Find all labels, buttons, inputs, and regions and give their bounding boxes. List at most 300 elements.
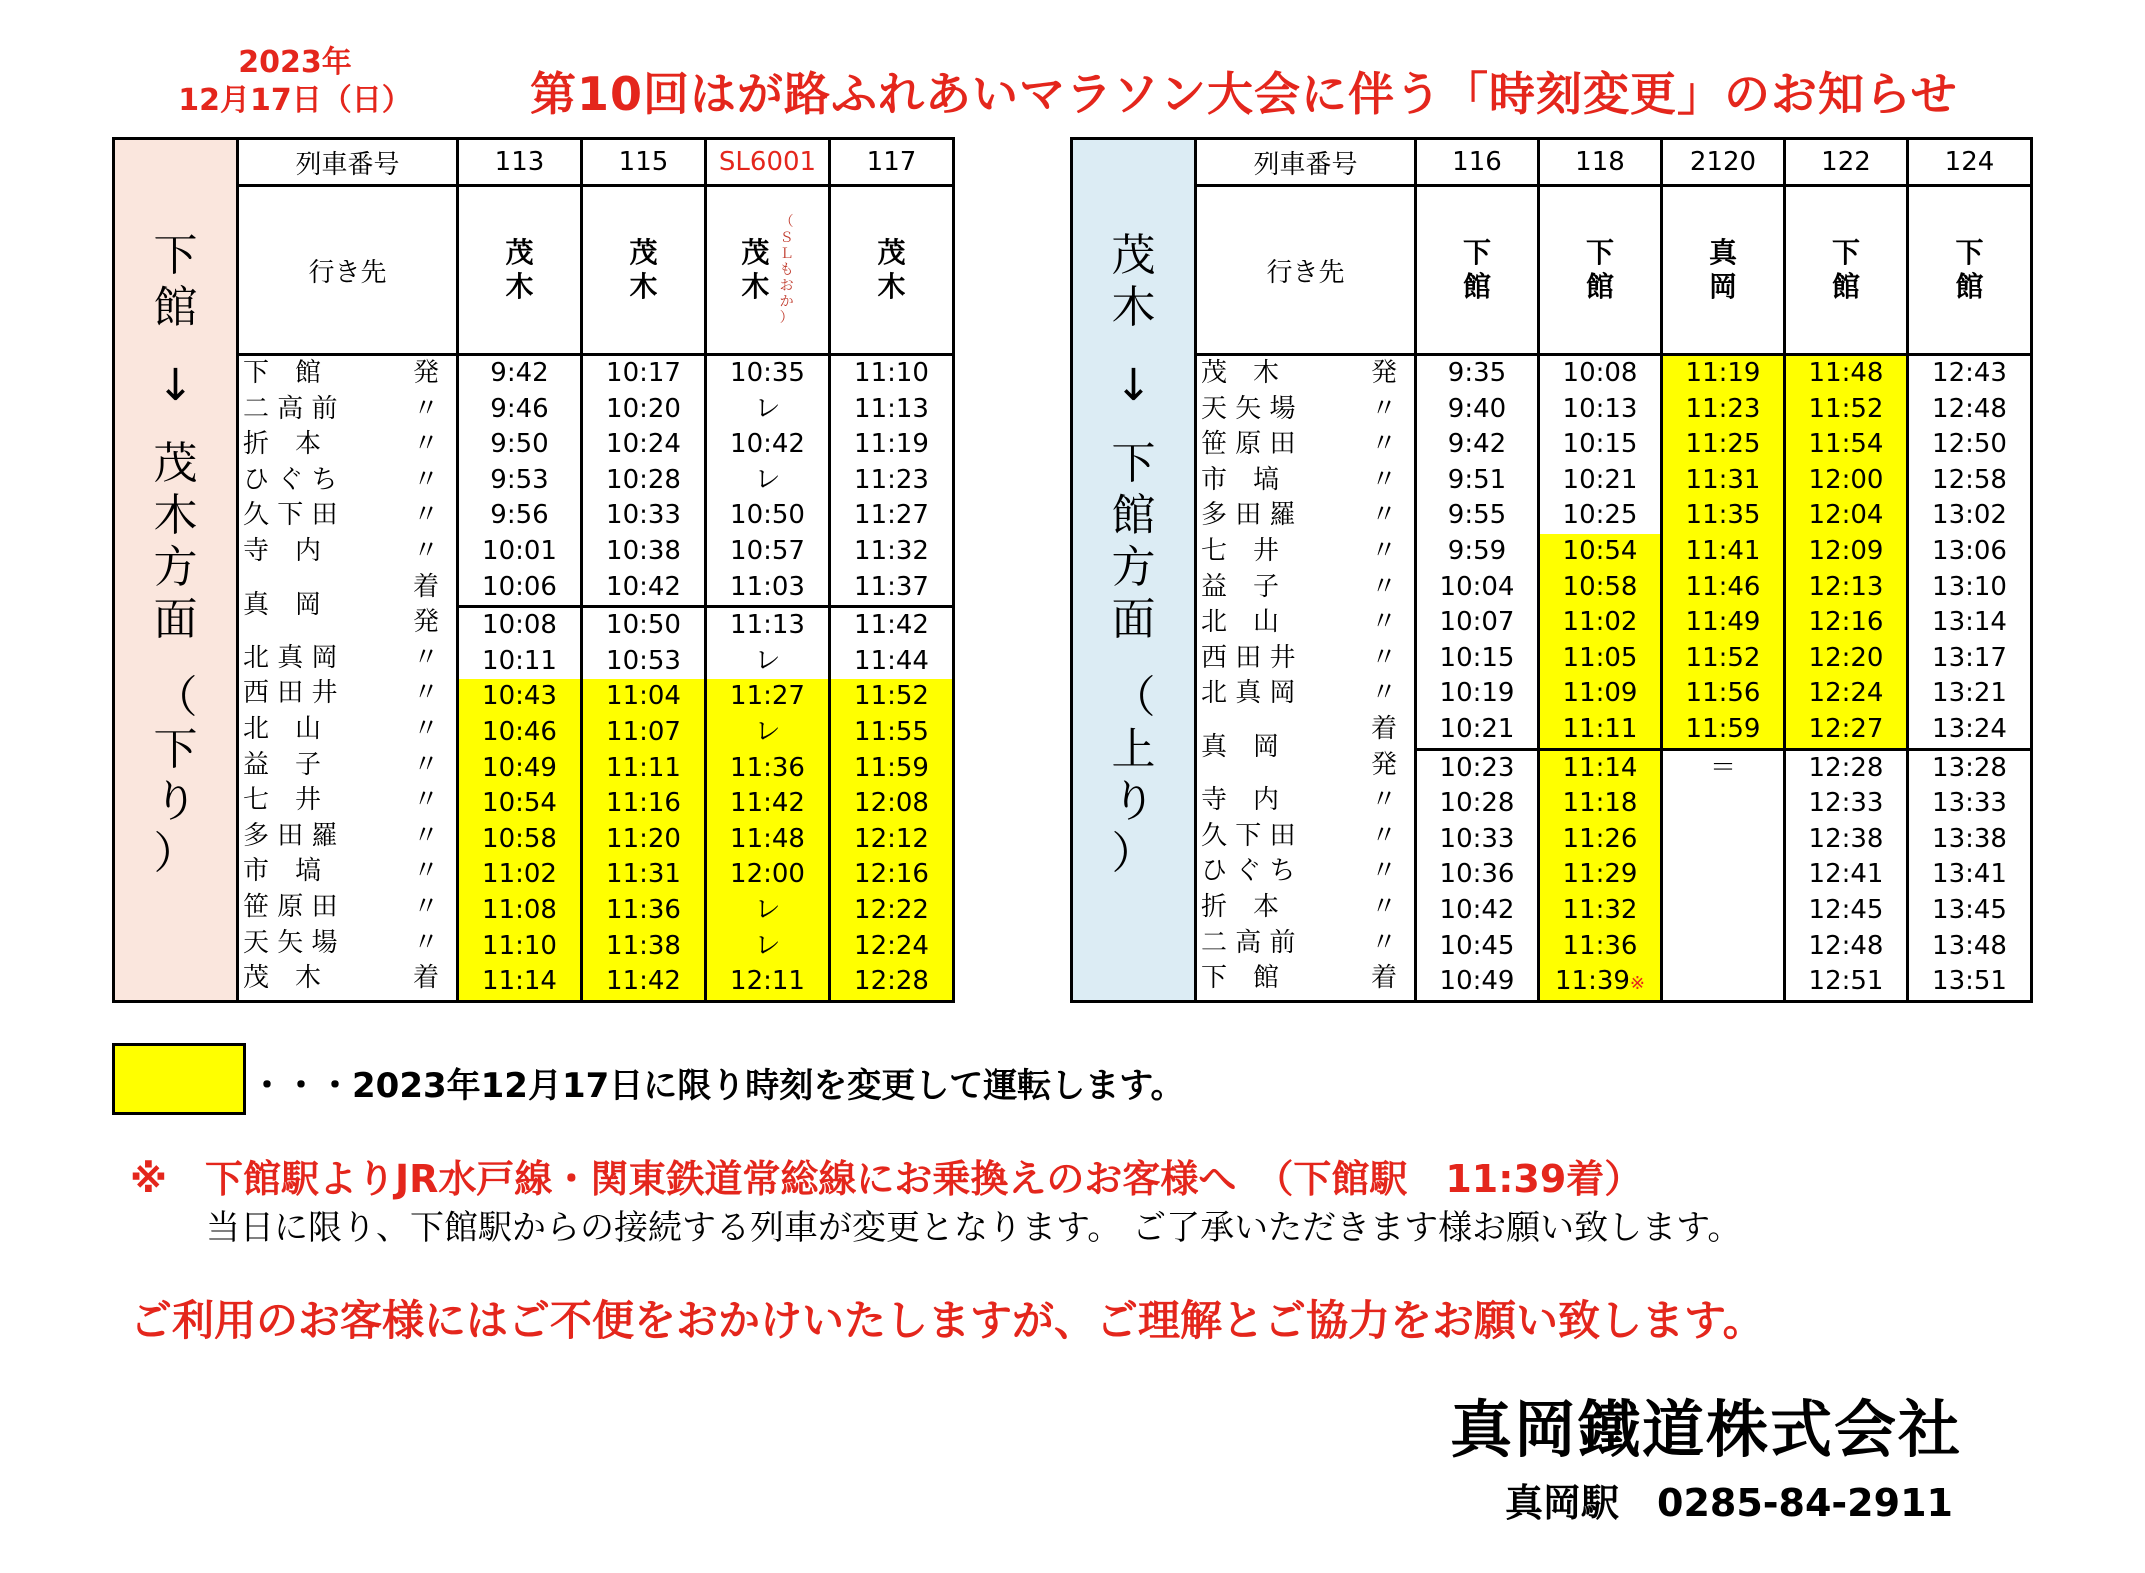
station-mark: 〃 xyxy=(412,642,439,673)
station-row xyxy=(239,534,456,570)
time-cell xyxy=(1417,748,1537,787)
time-cell xyxy=(1417,392,1537,428)
time-value: 10:58 xyxy=(482,823,557,854)
time-value: 11:04 xyxy=(606,681,681,712)
station-mark: 〃 xyxy=(1370,927,1397,958)
station-mark: 着 xyxy=(1370,713,1397,744)
time-value: 10:13 xyxy=(1562,393,1638,424)
time-value: 11:14 xyxy=(1562,752,1638,783)
company-phone: 真岡駅 0285-84-2911 xyxy=(1505,1481,1953,1525)
time-cell xyxy=(1909,712,2030,748)
time-cell xyxy=(831,751,952,787)
apology-message: ご利用のお客様にはご不便をおかけいたしますが、ご理解とご協力をお願い致します。 xyxy=(130,1296,1765,1345)
station-mark: 〃 xyxy=(1370,464,1397,495)
time-cell xyxy=(459,605,580,644)
time-cell xyxy=(459,786,580,822)
station-name: 天 矢 場 xyxy=(1201,393,1296,424)
time-value: 11:59 xyxy=(1685,713,1761,744)
station-row xyxy=(239,498,456,534)
station-row xyxy=(1197,854,1414,890)
time-cell xyxy=(707,857,828,893)
station-mark: 〃 xyxy=(1370,571,1397,602)
times-train-116 xyxy=(1416,355,1539,1002)
time-cell xyxy=(1786,534,1906,570)
time-cell xyxy=(831,605,952,644)
time-value: 10:01 xyxy=(482,535,557,566)
time-value: 12:11 xyxy=(730,966,805,997)
time-value: 9:42 xyxy=(490,358,549,388)
station-name: 真 岡 xyxy=(1201,731,1280,762)
time-cell xyxy=(1663,498,1783,534)
time-value: 13:02 xyxy=(1932,500,2007,531)
destination: 茂 木 xyxy=(582,186,706,355)
station-row xyxy=(239,783,456,819)
time-value: 10:54 xyxy=(1562,535,1638,566)
station-mark: 〃 xyxy=(412,785,439,816)
time-cell xyxy=(1663,712,1783,748)
station-name: ひ ぐ ち xyxy=(243,464,338,495)
time-cell xyxy=(583,822,704,858)
station-row xyxy=(1197,498,1414,534)
time-cell xyxy=(1417,498,1537,534)
time-cell xyxy=(1786,857,1906,893)
time-cell xyxy=(831,356,952,392)
time-value: 10:49 xyxy=(482,752,557,783)
time-value: 10:42 xyxy=(606,571,681,602)
time-cell xyxy=(831,893,952,929)
time-cell xyxy=(707,929,828,965)
station-row xyxy=(239,641,456,677)
time-cell xyxy=(1663,786,1783,822)
notice-date xyxy=(170,44,420,120)
station-row xyxy=(239,748,456,784)
time-value: 12:41 xyxy=(1808,859,1884,890)
time-value: 12:33 xyxy=(1808,788,1884,819)
time-value: 11:05 xyxy=(1562,642,1638,673)
time-cell xyxy=(707,427,828,463)
time-value: 13:06 xyxy=(1932,535,2007,566)
station-name: 市 塙 xyxy=(1201,464,1280,495)
time-value: 10:53 xyxy=(606,645,681,676)
station-row xyxy=(1197,534,1414,570)
time-value: 10:57 xyxy=(730,535,805,566)
time-value: 11:23 xyxy=(854,464,929,495)
time-cell xyxy=(1909,893,2030,929)
time-value: 10:28 xyxy=(606,464,681,495)
time-cell xyxy=(1540,676,1660,712)
station-name: 多 田 羅 xyxy=(243,820,338,851)
time-cell xyxy=(459,498,580,534)
time-value: 11:11 xyxy=(606,752,681,783)
times-train-sl6001 xyxy=(706,355,830,1002)
times-train-2120 xyxy=(1662,355,1785,1002)
times-train-122 xyxy=(1785,355,1908,1002)
station-row xyxy=(1197,819,1414,855)
time-cell xyxy=(583,644,704,680)
destination: 下 館 xyxy=(1416,186,1539,355)
time-value: 12:00 xyxy=(730,859,805,890)
time-value: 10:36 xyxy=(1439,859,1515,890)
time-cell xyxy=(459,392,580,428)
time-cell xyxy=(1909,964,2030,1000)
time-value: 10:11 xyxy=(482,645,557,676)
time-cell xyxy=(1909,857,2030,893)
station-row xyxy=(239,356,456,392)
time-value: 11:16 xyxy=(606,788,681,819)
time-value: 11:10 xyxy=(482,930,557,961)
time-cell xyxy=(1786,498,1906,534)
time-cell xyxy=(583,751,704,787)
station-row xyxy=(1197,463,1414,499)
time-cell xyxy=(707,644,828,680)
time-value: 11:55 xyxy=(854,716,929,747)
time-value: 9:50 xyxy=(490,429,549,460)
time-value: 12:45 xyxy=(1808,894,1884,925)
note-mark: ※ xyxy=(1629,973,1646,995)
time-cell xyxy=(1417,356,1537,392)
time-cell xyxy=(1786,463,1906,499)
time-cell xyxy=(1786,748,1906,787)
station-row xyxy=(239,463,456,499)
destination-label: 行き先 xyxy=(1196,186,1416,355)
time-value: 11:39 xyxy=(1554,966,1630,997)
time-value: 10:42 xyxy=(1439,894,1515,925)
station-name: 下 館 xyxy=(243,358,322,388)
time-value: 9:51 xyxy=(1447,464,1507,495)
time-cell xyxy=(1663,822,1783,858)
time-value: 11:27 xyxy=(854,500,929,531)
station-row xyxy=(1197,641,1414,677)
time-value: 11:32 xyxy=(1562,894,1638,925)
time-cell xyxy=(1663,857,1783,893)
time-value: 11:52 xyxy=(854,681,929,712)
time-cell xyxy=(1909,570,2030,606)
train-number: 117 xyxy=(830,139,954,186)
time-cell xyxy=(1909,392,2030,428)
station-name: 笹 原 田 xyxy=(1201,429,1296,460)
time-value: 11:25 xyxy=(1685,429,1761,460)
time-value: 12:28 xyxy=(1808,752,1884,783)
times-train-117 xyxy=(830,355,954,1002)
station-name: 久 下 田 xyxy=(243,500,338,531)
time-value: 12:09 xyxy=(1808,535,1884,566)
station-name: 天 矢 場 xyxy=(243,927,338,958)
time-value: 12:13 xyxy=(1808,571,1884,602)
time-cell xyxy=(1786,964,1906,1000)
time-value: 11:52 xyxy=(1808,393,1884,424)
time-cell xyxy=(583,929,704,965)
station-name: ひ ぐ ち xyxy=(1201,856,1296,887)
time-cell xyxy=(459,893,580,929)
time-cell xyxy=(1909,822,2030,858)
time-cell xyxy=(1663,929,1783,965)
time-value: 12:43 xyxy=(1932,358,2007,388)
time-cell xyxy=(707,786,828,822)
time-value: 12:48 xyxy=(1932,393,2007,424)
time-cell xyxy=(1663,748,1783,787)
time-value: レ xyxy=(754,645,781,676)
time-value: 9:42 xyxy=(1447,429,1507,460)
train-number: 115 xyxy=(582,139,706,186)
station-row xyxy=(239,890,456,926)
time-cell xyxy=(831,570,952,606)
time-value: 10:15 xyxy=(1439,642,1515,673)
station-mark: 〃 xyxy=(412,393,439,424)
station-row xyxy=(1197,570,1414,606)
time-value: 11:19 xyxy=(1685,358,1761,388)
time-cell xyxy=(1909,929,2030,965)
station-mark: 〃 xyxy=(412,464,439,495)
train-number-sl: SL6001 xyxy=(706,139,830,186)
time-cell xyxy=(831,392,952,428)
time-cell xyxy=(707,964,828,1000)
time-cell xyxy=(1909,534,2030,570)
time-value: 11:56 xyxy=(1685,678,1761,709)
time-cell xyxy=(583,570,704,606)
notice-year: 2023年 xyxy=(238,45,352,80)
time-cell xyxy=(583,715,704,751)
time-cell xyxy=(1786,676,1906,712)
destination: 茂 木 xyxy=(830,186,954,355)
time-cell xyxy=(1909,748,2030,787)
station-mark: 〃 xyxy=(412,820,439,851)
station-row xyxy=(1197,926,1414,962)
time-cell xyxy=(459,929,580,965)
time-value: 10:19 xyxy=(1439,678,1515,709)
time-value: 11:37 xyxy=(854,571,929,602)
time-value: 11:27 xyxy=(730,681,805,712)
station-row xyxy=(239,676,456,712)
station-mark: 〃 xyxy=(412,891,439,922)
time-value: 11:42 xyxy=(606,966,681,997)
time-value: 9:40 xyxy=(1447,393,1507,424)
time-value: 10:24 xyxy=(606,429,681,460)
time-value: 10:25 xyxy=(1562,500,1638,531)
time-value: 11:32 xyxy=(854,535,929,566)
time-cell xyxy=(1663,676,1783,712)
time-value: ＝ xyxy=(1709,752,1736,783)
time-value: 10:50 xyxy=(730,500,805,531)
time-cell xyxy=(583,534,704,570)
time-cell xyxy=(1786,786,1906,822)
time-value: 11:09 xyxy=(1562,678,1638,709)
station-list-down xyxy=(238,355,458,1002)
time-value: 13:10 xyxy=(1932,571,2007,602)
destination: 下 館 xyxy=(1539,186,1662,355)
time-cell xyxy=(1663,463,1783,499)
station-mark: 〃 xyxy=(412,429,439,460)
time-value: 11:18 xyxy=(1562,788,1638,819)
time-value: 12:24 xyxy=(854,930,929,961)
time-value: 11:02 xyxy=(1562,607,1638,638)
station-name: 笹 原 田 xyxy=(243,891,338,922)
station-mark: 〃 xyxy=(1370,393,1397,424)
station-row xyxy=(1197,605,1414,641)
time-value: 11:14 xyxy=(482,966,557,997)
time-value: 12:20 xyxy=(1808,642,1884,673)
station-row xyxy=(239,926,456,962)
time-cell xyxy=(831,463,952,499)
station-mark: 〃 xyxy=(1370,678,1397,709)
time-value: 10:35 xyxy=(730,358,805,388)
timetable-down xyxy=(112,137,955,1003)
station-name: 益 子 xyxy=(1201,571,1280,602)
train-number: 122 xyxy=(1785,139,1908,186)
station-row xyxy=(239,570,456,641)
time-cell xyxy=(1540,534,1660,570)
page-title: 第10回はが路ふれあいマラソン大会に伴う「時刻変更」のお知らせ xyxy=(530,67,1958,121)
time-cell xyxy=(1417,786,1537,822)
time-cell xyxy=(1909,427,2030,463)
time-value: 10:58 xyxy=(1562,571,1638,602)
legend-highlight-swatch xyxy=(112,1043,246,1115)
time-value: 11:42 xyxy=(730,788,805,819)
time-value: 11:19 xyxy=(854,429,929,460)
time-value: 10:06 xyxy=(482,571,557,602)
time-cell xyxy=(1663,964,1783,1000)
time-value: 11:42 xyxy=(854,610,929,641)
notice-day: 12月17日（日） xyxy=(178,83,412,118)
time-cell xyxy=(707,715,828,751)
time-cell xyxy=(1909,356,2030,392)
station-row xyxy=(239,392,456,428)
time-value: 9:53 xyxy=(490,464,549,495)
time-cell xyxy=(1786,356,1906,392)
time-value: 11:10 xyxy=(854,358,929,388)
time-value: 11:38 xyxy=(606,930,681,961)
company-name: 真岡鐵道株式会社 xyxy=(1450,1393,1963,1466)
time-value: 10:21 xyxy=(1439,713,1515,744)
station-name: 多 田 羅 xyxy=(1201,500,1296,531)
time-value: 12:00 xyxy=(1808,464,1884,495)
destination-sl: 茂 木 （ Ｓ Ｌ も お か ） xyxy=(706,186,830,355)
station-name: 西 田 井 xyxy=(1201,642,1296,673)
time-cell xyxy=(1417,822,1537,858)
time-value: 12:51 xyxy=(1808,966,1884,997)
time-value: 11:36 xyxy=(606,894,681,925)
station-list-up xyxy=(1196,355,1416,1002)
timetable-up xyxy=(1070,137,2033,1003)
time-value: 11:44 xyxy=(854,645,929,676)
time-cell xyxy=(1417,427,1537,463)
time-cell xyxy=(1540,822,1660,858)
time-cell xyxy=(1417,712,1537,748)
destination: 真 岡 xyxy=(1662,186,1785,355)
time-value: 13:17 xyxy=(1932,642,2007,673)
time-cell xyxy=(831,644,952,680)
time-cell xyxy=(1417,676,1537,712)
time-cell xyxy=(459,822,580,858)
station-mark: 〃 xyxy=(1370,785,1397,816)
station-mark: 着 xyxy=(1370,963,1397,994)
station-name: 七 井 xyxy=(243,785,322,816)
time-cell xyxy=(583,463,704,499)
time-cell xyxy=(459,427,580,463)
direction-label-down: 下 館 ↓ 茂 木 方 面 （ 下 り ） xyxy=(114,139,238,1002)
time-value: レ xyxy=(754,894,781,925)
station-mark: 〃 xyxy=(412,535,439,566)
destination: 茂 木 xyxy=(458,186,582,355)
time-value: 11:54 xyxy=(1808,429,1884,460)
time-cell xyxy=(831,534,952,570)
time-value: 11:41 xyxy=(1685,535,1761,566)
time-value: レ xyxy=(754,716,781,747)
time-value: 13:21 xyxy=(1932,678,2007,709)
time-value: 9:46 xyxy=(490,393,549,424)
time-value: 9:59 xyxy=(1447,535,1507,566)
station-name: 折 本 xyxy=(243,429,322,460)
station-name: 茂 木 xyxy=(243,963,322,994)
station-name: 二 高 前 xyxy=(243,393,338,424)
time-value: 13:14 xyxy=(1932,607,2007,638)
time-cell xyxy=(831,786,952,822)
station-name: 七 井 xyxy=(1201,535,1280,566)
station-row xyxy=(1197,427,1414,463)
time-value: 12:08 xyxy=(854,788,929,819)
time-cell xyxy=(707,463,828,499)
time-cell xyxy=(583,857,704,893)
time-value: 11:52 xyxy=(1685,642,1761,673)
times-train-113 xyxy=(458,355,582,1002)
time-cell xyxy=(707,893,828,929)
time-cell xyxy=(831,822,952,858)
time-cell xyxy=(1540,641,1660,677)
time-value: 10:17 xyxy=(606,358,681,388)
time-cell xyxy=(583,605,704,644)
time-value: 11:36 xyxy=(1562,930,1638,961)
time-cell xyxy=(1663,605,1783,641)
time-cell xyxy=(707,751,828,787)
time-value: 10:42 xyxy=(730,429,805,460)
time-value: 10:43 xyxy=(482,681,557,712)
time-cell xyxy=(1909,676,2030,712)
time-cell xyxy=(1417,857,1537,893)
time-cell xyxy=(831,715,952,751)
station-row xyxy=(239,819,456,855)
time-cell xyxy=(459,644,580,680)
station-row xyxy=(239,854,456,890)
station-mark: 〃 xyxy=(412,749,439,780)
time-value: 11:48 xyxy=(1808,358,1884,388)
time-value: 10:15 xyxy=(1562,429,1638,460)
station-mark: 〃 xyxy=(1370,820,1397,851)
time-cell xyxy=(583,356,704,392)
time-cell xyxy=(1417,570,1537,606)
station-mark: 〃 xyxy=(1370,535,1397,566)
station-mark: 〃 xyxy=(412,678,439,709)
train-number-label: 列車番号 xyxy=(1196,139,1416,186)
time-cell xyxy=(1540,857,1660,893)
time-cell xyxy=(1786,427,1906,463)
station-mark: 着 xyxy=(412,571,439,602)
time-cell xyxy=(459,679,580,715)
station-name: 北 真 岡 xyxy=(243,642,338,673)
time-cell xyxy=(1663,570,1783,606)
time-value: 11:35 xyxy=(1685,500,1761,531)
station-mark: 〃 xyxy=(412,713,439,744)
time-value: 11:20 xyxy=(606,823,681,854)
time-value: 11:03 xyxy=(730,571,805,602)
time-cell xyxy=(1663,392,1783,428)
time-cell xyxy=(707,356,828,392)
station-row xyxy=(239,712,456,748)
time-cell xyxy=(1540,570,1660,606)
station-mark: 〃 xyxy=(1370,500,1397,531)
station-name: 真 岡 xyxy=(243,589,322,620)
time-cell xyxy=(831,498,952,534)
station-mark: 〃 xyxy=(1370,856,1397,887)
station-row xyxy=(1197,676,1414,712)
